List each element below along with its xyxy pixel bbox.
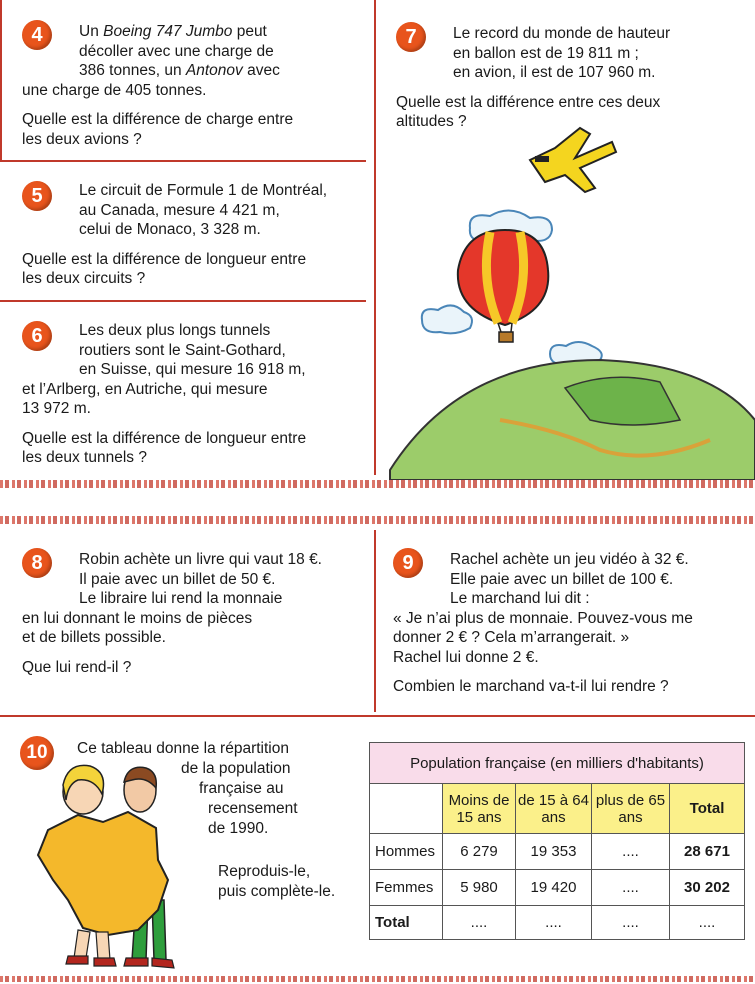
table-title: Population française (en milliers d'habitants) (370, 743, 745, 784)
characters-illustration (28, 760, 198, 975)
table-cell: 19 420 (516, 870, 592, 906)
exercise-6 (22, 321, 367, 468)
airplane-icon (530, 128, 616, 192)
ex9-text: Elle paie avec un billet de 100 €. (450, 570, 674, 588)
ex6-question: Quelle est la différence de longueur entre (22, 429, 307, 447)
divider-center-top (374, 0, 376, 475)
divider-h2 (0, 300, 366, 302)
ex4-text: une charge de 405 tonnes. (22, 81, 207, 99)
exercise-7 (396, 24, 751, 132)
divider-h3 (0, 715, 755, 717)
ex5-text: au Canada, mesure 4 421 m, (79, 201, 280, 219)
exercise-10-line2: de la population (181, 760, 291, 777)
ex8-text: Le libraire lui rend la monnaie (79, 590, 283, 607)
table-header-col1: Moins de 15 ans (443, 784, 516, 834)
ex9-text: Le marchand lui dit : (450, 590, 590, 607)
population-table (369, 742, 745, 940)
exercise-4-badge: 4 (22, 20, 52, 50)
table-cell: .... (592, 870, 670, 906)
exercise-8 (22, 550, 367, 677)
ex8-text: Robin achète un livre qui vaut 18 €. (79, 551, 322, 568)
ex6-text: et l’Arlberg, en Autriche, qui mesure (22, 380, 268, 398)
ex4-text: avec (242, 62, 280, 79)
ex7-text: en avion, il est de 107 960 m. (453, 64, 656, 81)
table-cell: 28 671 (670, 834, 745, 870)
exercise-5 (22, 181, 367, 289)
table-row (370, 906, 745, 940)
balloon-illustration (380, 120, 755, 480)
table-row (370, 834, 745, 870)
torn-edge-bottom (0, 516, 755, 524)
ex4-text: Un (79, 23, 104, 40)
ex4-text: Boeing 747 Jumbo (103, 23, 233, 40)
exercise-8-badge: 8 (22, 548, 52, 578)
table-cell: .... (443, 906, 516, 940)
ex7-text: Le record du monde de hauteur (453, 25, 671, 42)
exercise-6-badge: 6 (22, 321, 52, 351)
cloud-icon (422, 305, 472, 333)
ex6-text: routiers sont le Saint-Gothard, (79, 341, 286, 359)
ex5-text: Le circuit de Formule 1 de Montréal, (79, 182, 328, 199)
ex5-question: Quelle est la différence de longueur entre (22, 250, 307, 268)
ex9-text: « Je n’ai plus de monnaie. Pouvez-vous me (393, 609, 693, 627)
france-map-icon (38, 812, 168, 966)
exercise-10-line4: recensement (208, 800, 298, 817)
exercise-9-badge: 9 (393, 548, 423, 578)
divider-center-mid (374, 530, 376, 712)
table-header-col2: de 15 à 64 ans (516, 784, 592, 834)
table-cell: 6 279 (443, 834, 516, 870)
ex8-text: Il paie avec un billet de 50 €. (79, 570, 276, 588)
ex7-question: Quelle est la différence entre ces deux (396, 93, 661, 111)
ex4-question: les deux avions ? (22, 130, 142, 148)
exercise-9 (393, 550, 751, 697)
torn-edge-footer (0, 976, 755, 982)
ex9-text: Rachel lui donne 2 €. (393, 648, 539, 666)
table-cell: 19 353 (516, 834, 592, 870)
exercise-10-badge: 10 (20, 736, 54, 770)
table-cell: .... (516, 906, 592, 940)
girl-icon (63, 765, 104, 814)
ex9-text: donner 2 € ? Cela m’arrangerait. » (393, 629, 630, 646)
ex6-question: les deux tunnels ? (22, 449, 147, 466)
exercise-5-badge: 5 (22, 181, 52, 211)
row-label: Femmes (370, 870, 443, 906)
ex8-text: en lui donnant le moins de pièces (22, 609, 253, 627)
ex6-text: Les deux plus longs tunnels (79, 322, 271, 339)
table-cell: .... (670, 906, 745, 940)
ex4-text: Antonov (185, 62, 243, 79)
table-header-col4: Total (670, 784, 745, 834)
ex9-text: Rachel achète un jeu vidéo à 32 €. (450, 551, 689, 568)
table-cell: 5 980 (443, 870, 516, 906)
exercise-10-line7: puis complète-le. (218, 883, 336, 900)
table-header-col3: plus de 65 ans (592, 784, 670, 834)
divider-h1 (0, 160, 366, 162)
ex4-question: Quelle est la différence de charge entre (22, 111, 294, 128)
exercise-10-line3: française au (199, 780, 284, 797)
exercise-4 (22, 22, 367, 149)
ex5-question: les deux circuits ? (22, 270, 146, 287)
torn-edge-top (0, 480, 755, 488)
exercise-10-line6: Reproduis-le, (218, 863, 311, 880)
divider-left-top (0, 0, 2, 160)
table-corner (370, 784, 443, 834)
ex9-question: Combien le marchand va-t-il lui rendre ? (393, 678, 669, 695)
table-cell: 30 202 (670, 870, 745, 906)
hill-icon (390, 360, 755, 480)
ex4-text: peut (232, 23, 267, 40)
table-cell: .... (592, 906, 670, 940)
row-label: Hommes (370, 834, 443, 870)
exercise-7-badge: 7 (396, 22, 426, 52)
ex6-text: 13 972 m. (22, 400, 91, 417)
row-label: Total (370, 906, 443, 940)
exercise-10-line1: Ce tableau donne la répartition (77, 740, 289, 757)
ex7-text: en ballon est de 19 811 m ; (453, 44, 639, 62)
ex8-text: et de billets possible. (22, 629, 166, 646)
ex7-question: altitudes ? (396, 113, 467, 130)
ex4-text: décoller avec une charge de (79, 42, 274, 60)
table-row (370, 870, 745, 906)
ex4-text: 386 tonnes, un (79, 62, 186, 79)
ex5-text: celui de Monaco, 3 328 m. (79, 221, 261, 238)
ex8-question: Que lui rend-il ? (22, 658, 132, 676)
exercise-10-line5: de 1990. (208, 820, 269, 837)
ex6-text: en Suisse, qui mesure 16 918 m, (79, 361, 306, 378)
table-cell: .... (592, 834, 670, 870)
